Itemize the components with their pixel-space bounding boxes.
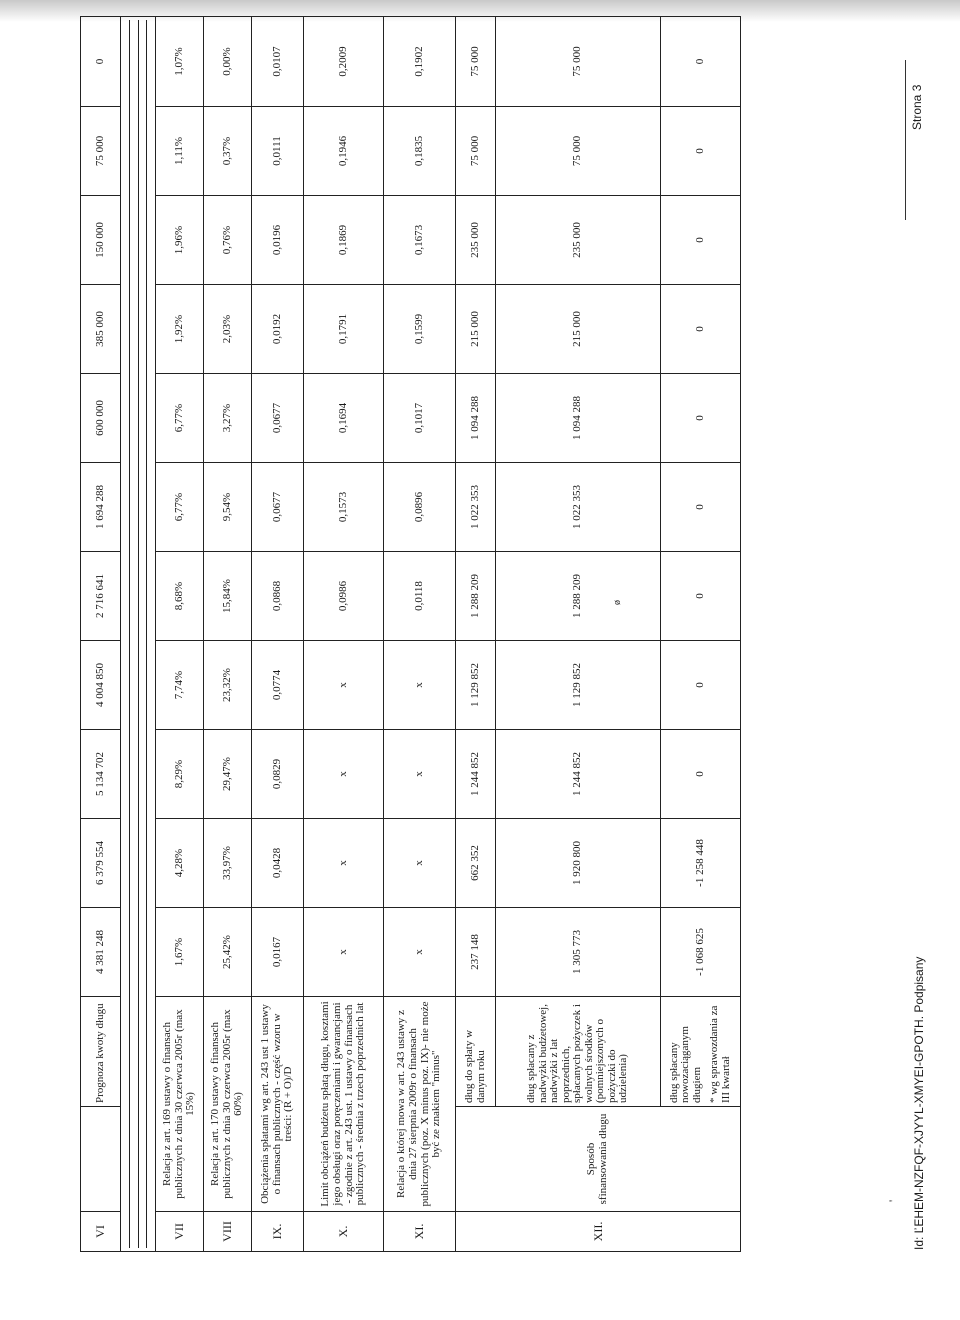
value-cell: 0,0118 <box>384 552 456 641</box>
spacer-cell <box>121 17 156 1252</box>
value-cell: 0 <box>661 641 741 730</box>
row-label: Limit obciążeń budżetu spłatą długu, kosztami jego obsługi oraz poręczeniami i gwarancjami - zgodnie z art. 243 ust. 1 ustawy o finansach publicznych - średnia z trzech poprzednich lat <box>304 997 384 1212</box>
table-row <box>252 17 304 1252</box>
value-cell: x <box>384 730 456 819</box>
value-cell: 2,03% <box>204 285 252 374</box>
value-cell: 0,1573 <box>304 463 384 552</box>
value-cell: 0 <box>661 552 741 641</box>
sub-row-label: dług do spłaty w danym roku <box>456 997 496 1107</box>
value-cell: 1 694 288 <box>81 463 121 552</box>
value-cell: x <box>304 641 384 730</box>
value-cell: 235 000 <box>456 196 496 285</box>
value-cell: 0,0428 <box>252 819 304 908</box>
value-cell: x <box>304 819 384 908</box>
row-number: XII. <box>456 1212 741 1252</box>
row-label: Prognoza kwoty długu <box>81 997 121 1107</box>
value-cell: 1 129 852 <box>456 641 496 730</box>
sub-row-label-text: dług spłacany nowozaciąganym długiem <box>667 1026 703 1103</box>
row-number: X. <box>304 1212 384 1252</box>
value-cell: 0,0896 <box>384 463 456 552</box>
value-cell: 0 <box>661 374 741 463</box>
value-cell: 75 000 <box>81 107 121 196</box>
value-cell: 1 244 852 <box>456 730 496 819</box>
value-cell: 1 244 852 <box>496 730 661 819</box>
row-number: IX. <box>252 1212 304 1252</box>
value-cell: 0 <box>661 285 741 374</box>
value-cell: 1 022 353 <box>496 463 661 552</box>
value-cell: 0 <box>661 463 741 552</box>
value-cell: 0,1694 <box>304 374 384 463</box>
value-cell: 0,0167 <box>252 908 304 997</box>
value-cell: 0,2009 <box>304 17 384 107</box>
value-cell: 1 288 209 <box>496 552 661 641</box>
value-cell: 8,68% <box>156 552 204 641</box>
value-cell: 662 352 <box>456 819 496 908</box>
value-cell: 5 134 702 <box>81 730 121 819</box>
value-cell: 33,97% <box>204 819 252 908</box>
value-cell: 3,27% <box>204 374 252 463</box>
value-cell: 1,67% <box>156 908 204 997</box>
value-cell: x <box>384 641 456 730</box>
value-cell: 1,07% <box>156 17 204 107</box>
value-cell: 0,1673 <box>384 196 456 285</box>
value-cell: 6,77% <box>156 374 204 463</box>
table-row <box>496 17 661 1252</box>
value-cell: 0 <box>661 107 741 196</box>
value-cell: 0,0829 <box>252 730 304 819</box>
value-cell: 385 000 <box>81 285 121 374</box>
value-cell: 0,1902 <box>384 17 456 107</box>
value-cell: 0,00% <box>204 17 252 107</box>
value-cell: 15,84% <box>204 552 252 641</box>
tick-mark: ' <box>886 1199 900 1202</box>
value-cell: 1 288 209 <box>456 552 496 641</box>
row-number: XI. <box>384 1212 456 1252</box>
value-cell: 0,0196 <box>252 196 304 285</box>
value-cell: 1 129 852 <box>496 641 661 730</box>
value-cell: 235 000 <box>496 196 661 285</box>
value-cell: 1,92% <box>156 285 204 374</box>
value-cell: 7,74% <box>156 641 204 730</box>
value-cell: 0,76% <box>204 196 252 285</box>
value-cell: 75 000 <box>496 17 661 107</box>
value-cell: x <box>304 730 384 819</box>
value-cell: 0 <box>81 17 121 107</box>
table-row <box>204 17 252 1252</box>
row-label-blank <box>81 1107 121 1212</box>
table-row <box>81 17 121 1252</box>
value-cell: 237 148 <box>456 908 496 997</box>
value-cell: 4 004 850 <box>81 641 121 730</box>
row-label: Relacja o której mowa w art. 243 ustawy z dnia 27 sierpnia 2009r o finansach publicznych (poz. X minus poz. IX)- nie może być ze znakiem "minus" <box>384 997 456 1212</box>
value-cell: 0,1017 <box>384 374 456 463</box>
value-cell: 1 094 288 <box>456 374 496 463</box>
row-number: VIII <box>204 1212 252 1252</box>
value-cell: x <box>384 908 456 997</box>
value-cell: -1 068 625 <box>661 908 741 997</box>
value-cell: 1 920 800 <box>496 819 661 908</box>
value-cell: 23,32% <box>204 641 252 730</box>
sub-row-label: dług spłacany z nadwyżki budżetowej, nadwyżki z lat poprzednich, spłacanych pożyczek i wolnych środków (pomniejszonych o pożyczki do udzielenia) <box>496 997 661 1107</box>
value-cell: 0,1599 <box>384 285 456 374</box>
document-id: Id: ĽEHEM-NZFQF-XJYYL-XMYEI-GPOTH. Podpisany <box>912 956 926 1250</box>
value-cell: x <box>384 819 456 908</box>
value-cell: 1 094 288 <box>496 374 661 463</box>
value-cell: 75 000 <box>496 107 661 196</box>
value-cell: 2 716 641 <box>81 552 121 641</box>
value-cell: 0,0111 <box>252 107 304 196</box>
table-row <box>384 17 456 1252</box>
value-cell: 6 379 554 <box>81 819 121 908</box>
value-cell: 0,0868 <box>252 552 304 641</box>
row-number: VI <box>81 1212 121 1252</box>
value-cell: 8,29% <box>156 730 204 819</box>
stray-mark: ø <box>612 600 623 605</box>
value-cell: 0 <box>661 17 741 107</box>
table-row <box>456 17 496 1252</box>
value-cell: 215 000 <box>496 285 661 374</box>
value-cell: 0,0677 <box>252 374 304 463</box>
value-cell: 4 381 248 <box>81 908 121 997</box>
row-label: Relacja z art. 169 ustawy o finansach publicznych z dnia 30 czerwca 2005r (max 15%) <box>156 997 204 1212</box>
value-cell: 25,42% <box>204 908 252 997</box>
value-cell: 1,11% <box>156 107 204 196</box>
value-cell: 6,77% <box>156 463 204 552</box>
footer-divider <box>905 60 906 220</box>
table-row <box>304 17 384 1252</box>
footnote: * wg sprawozdania za III kwartał <box>708 1005 732 1103</box>
row-label: Obciążenia spłatami wg art. 243 ust 1 ustawy o finansach publicznych - część wzoru w treści: (R + O)/D <box>252 997 304 1212</box>
value-cell: 150 000 <box>81 196 121 285</box>
value-cell: 4,28% <box>156 819 204 908</box>
row-number: VII <box>156 1212 204 1252</box>
value-cell: 0,0774 <box>252 641 304 730</box>
table-row <box>156 17 204 1252</box>
value-cell: 215 000 <box>456 285 496 374</box>
value-cell: 0,0192 <box>252 285 304 374</box>
value-cell: 0,1869 <box>304 196 384 285</box>
value-cell: x <box>304 908 384 997</box>
value-cell: 0,1946 <box>304 107 384 196</box>
value-cell: 0,37% <box>204 107 252 196</box>
value-cell: 1 022 353 <box>456 463 496 552</box>
value-cell: 0,0986 <box>304 552 384 641</box>
value-cell: 0 <box>661 196 741 285</box>
value-cell: 600 000 <box>81 374 121 463</box>
debt-forecast-table <box>80 16 741 1252</box>
spacer-row <box>121 17 156 1252</box>
table-row <box>661 17 741 1252</box>
row-label: Relacja z art. 170 ustawy o finansach publicznych z dnia 30 czerwca 2005r (max 60%) <box>204 997 252 1212</box>
value-cell: 0,0677 <box>252 463 304 552</box>
value-cell: 1,96% <box>156 196 204 285</box>
value-cell: 0 <box>661 730 741 819</box>
page-number: Strona 3 <box>910 84 924 130</box>
value-cell: 0,0107 <box>252 17 304 107</box>
value-cell: 29,47% <box>204 730 252 819</box>
value-cell: 0,1835 <box>384 107 456 196</box>
sub-row-label <box>661 997 741 1107</box>
value-cell: 9,54% <box>204 463 252 552</box>
value-cell: 0,1791 <box>304 285 384 374</box>
value-cell: 75 000 <box>456 107 496 196</box>
value-cell: 75 000 <box>456 17 496 107</box>
group-label: Sposób sfinansowania długu <box>456 1107 741 1212</box>
value-cell: 1 305 773 <box>496 908 661 997</box>
value-cell: -1 258 448 <box>661 819 741 908</box>
